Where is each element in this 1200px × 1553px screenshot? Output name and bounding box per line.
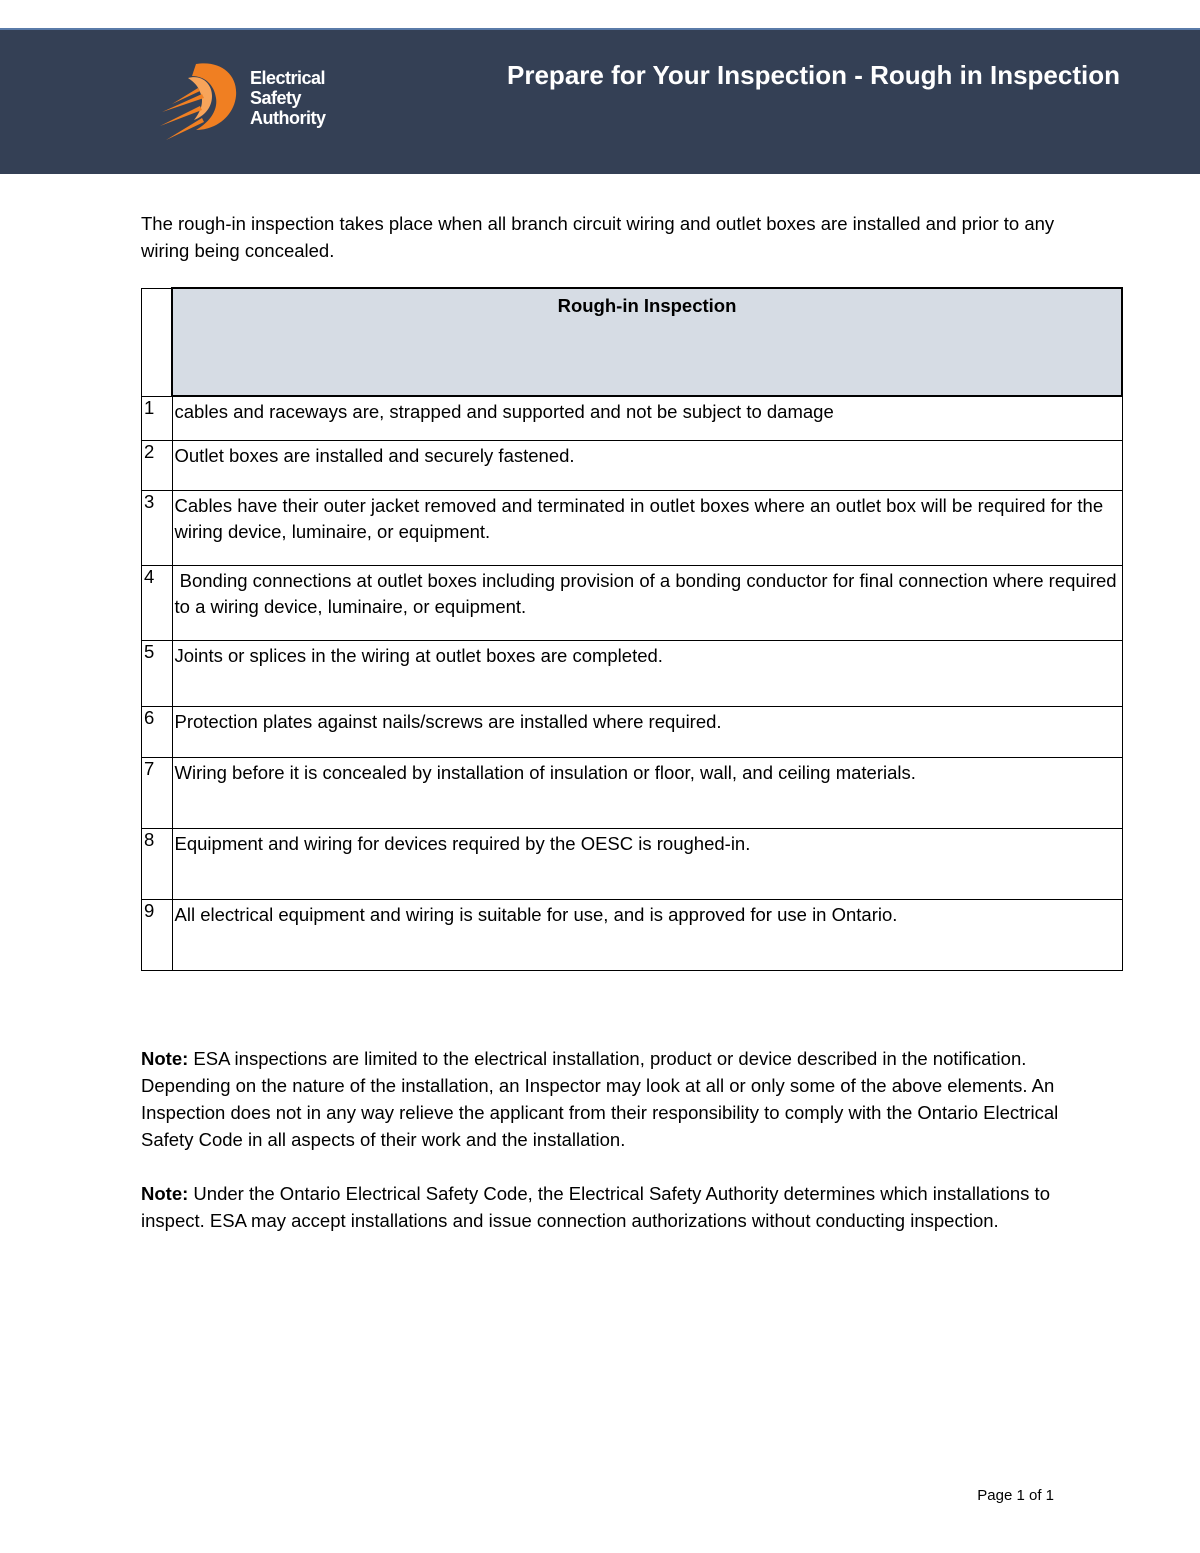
table-row [142, 828, 1123, 899]
row-number: 5 [142, 640, 173, 706]
table-row [142, 640, 1123, 706]
row-number: 6 [142, 706, 173, 757]
table-row [142, 706, 1123, 757]
page-number: Page 1 of 1 [977, 1487, 1054, 1504]
esa-swoosh-icon [158, 60, 248, 150]
table-row [142, 490, 1123, 565]
intro-paragraph: The rough-in inspection takes place when all branch circuit wiring and outlet boxes are installed and prior to any wiring being concealed. [141, 213, 1055, 261]
row-text: Equipment and wiring for devices required by the OESC is roughed-in. [172, 828, 1122, 899]
notes-section [141, 1045, 1061, 1261]
row-number: 3 [142, 490, 173, 565]
row-text: All electrical equipment and wiring is suitable for use, and is approved for use in Ontario. [172, 899, 1122, 970]
rough-in-checklist-table [141, 287, 1123, 971]
header-number-cell [142, 288, 173, 396]
table-row [142, 396, 1123, 440]
table-row [142, 440, 1123, 490]
row-text: Cables have their outer jacket removed and terminated in outlet boxes where an outlet box will be required for the wiring device, luminaire, or equipment. [172, 490, 1122, 565]
note-label: Note: [141, 1183, 189, 1204]
row-text: Outlet boxes are installed and securely fastened. [172, 440, 1122, 490]
row-text: Protection plates against nails/screws are installed where required. [172, 706, 1122, 757]
note-paragraph [141, 1180, 1061, 1234]
logo-line-2: Safety [250, 88, 302, 108]
row-number: 7 [142, 757, 173, 828]
row-number: 9 [142, 899, 173, 970]
row-text: Bonding connections at outlet boxes including provision of a bonding conductor for final connection where required to a wiring device, luminaire, or equipment. [172, 565, 1122, 640]
row-number: 2 [142, 440, 173, 490]
logo-line-3: Authority [250, 108, 326, 128]
row-number: 4 [142, 565, 173, 640]
row-text: Joints or splices in the wiring at outlet boxes are completed. [172, 640, 1122, 706]
note-label: Note: [141, 1048, 189, 1069]
row-text: Wiring before it is concealed by installation of insulation or floor, wall, and ceiling materials. [172, 757, 1122, 828]
table-header: Rough-in Inspection [172, 288, 1122, 396]
esa-logo [158, 60, 358, 150]
note-paragraph [141, 1045, 1061, 1153]
table-row [142, 899, 1123, 970]
page-title: Prepare for Your Inspection - Rough in Inspection [507, 60, 1120, 90]
logo-wordmark [250, 68, 326, 128]
note-text: ESA inspections are limited to the electrical installation, product or device described in the notification. Depending on the nature of the installation, an Inspector may look at all or only some of the above elements. An Inspection does not in any way relieve the applicant from their responsibility to comply with the Ontario Electrical Safety Code in all aspects of their work and the installation. [141, 1048, 1059, 1150]
note-text: Under the Ontario Electrical Safety Code, the Electrical Safety Authority determines which installations to inspect. ESA may accept installations and issue connection authorizations without conducting inspection. [141, 1183, 1050, 1231]
table-row [142, 757, 1123, 828]
logo-line-1: Electrical [250, 68, 326, 88]
table-header-row [142, 288, 1123, 396]
row-number: 1 [142, 396, 173, 440]
row-text: cables and raceways are, strapped and supported and not be subject to damage [172, 396, 1122, 440]
table-row [142, 565, 1123, 640]
page-header [0, 28, 1200, 174]
row-number: 8 [142, 828, 173, 899]
